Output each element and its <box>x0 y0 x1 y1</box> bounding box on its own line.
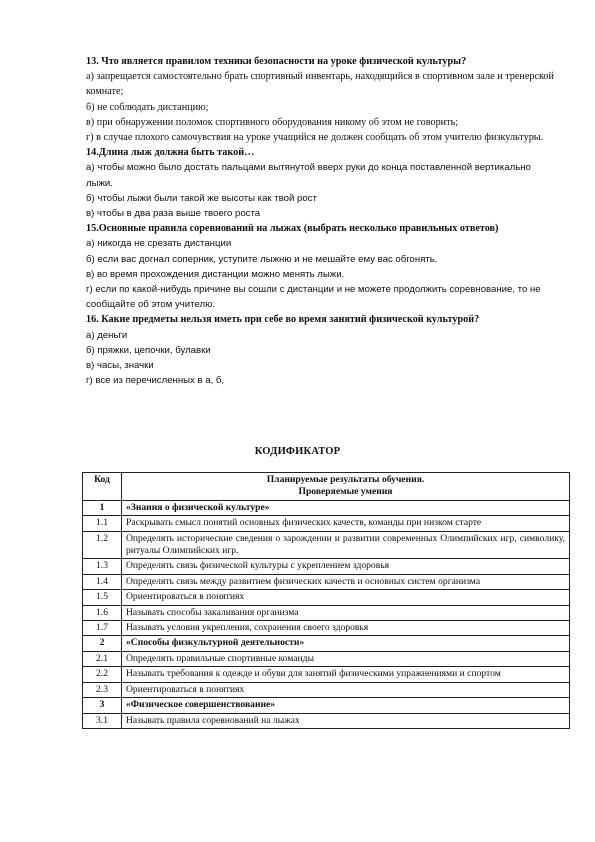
codifier-body <box>83 500 570 728</box>
codifier-row <box>83 516 570 531</box>
codifier-code-cell: 1.1 <box>83 516 122 531</box>
codifier-code-cell: 1.2 <box>83 531 122 559</box>
codifier-code-cell: 1.3 <box>83 559 122 574</box>
codifier-table <box>82 472 570 729</box>
codifier-header-row <box>83 473 570 501</box>
codifier-skill-cell: Ориентироваться в понятиях <box>122 590 570 605</box>
codifier-code-cell: 2.1 <box>83 651 122 666</box>
codifier-skill-cell: Называть правила соревнований на лыжах <box>122 713 570 728</box>
header-description-line-1: Планируемые результаты обучения. <box>266 474 425 485</box>
codifier-code-cell: 1.7 <box>83 621 122 636</box>
codifier-skill-cell: Определять правильные спортивные команды <box>122 651 570 666</box>
question-13-title: 13. Что является правилом техники безопасности на уроке физической культуры? <box>86 56 467 67</box>
question-13-option-c: в) при обнаружении поломок спортивного оборудования никому об этом не говорить; <box>86 116 459 128</box>
codifier-skill-cell: Называть требования к одежде и обуви для занятий физическими упражнениями и спортом <box>122 667 570 682</box>
codifier-heading: КОДИФИКАТОР <box>254 446 341 457</box>
codifier-code-cell: 1.6 <box>83 605 122 620</box>
question-16-option-a: а) деньги <box>86 329 128 341</box>
codifier-code-cell: 2.3 <box>83 682 122 697</box>
question-15-title: 15.Основные правила соревнований на лыжах (выбрать несколько правильных ответов) <box>86 223 499 235</box>
question-14 <box>86 145 556 221</box>
codifier-code-cell: 3.1 <box>83 713 122 728</box>
test-questions <box>86 54 556 388</box>
codifier-section-row <box>83 636 570 651</box>
codifier-row <box>83 590 570 605</box>
codifier-row <box>83 559 570 574</box>
codifier-skill-cell: «Знания о физической культуре» <box>122 500 570 515</box>
codifier-code-cell: 3 <box>83 698 122 713</box>
codifier-skill-cell: «Способы физкультурной деятельности» <box>122 636 570 651</box>
question-14-option-c: в) чтобы в два раза выше твоего роста <box>86 208 261 220</box>
codifier-section-row <box>83 698 570 713</box>
codifier-row <box>83 531 570 559</box>
codifier-skill-cell: Определять связь между развитием физических качеств и основных систем организма <box>122 574 570 589</box>
question-13 <box>86 54 556 145</box>
codifier-row <box>83 621 570 636</box>
codifier-skill-cell: Определять исторические сведения о зарождении и развитии современных Олимпийских игр, символику, ритуалы Олимпийских игр. <box>122 531 570 559</box>
header-code: Код <box>83 473 122 501</box>
header-description <box>122 473 570 501</box>
codifier-skill-cell: Называть способы закаливания организма <box>122 605 570 620</box>
codifier-skill-cell: «Физическое совершенствование» <box>122 698 570 713</box>
question-16 <box>86 312 556 388</box>
codifier-row <box>83 651 570 666</box>
codifier-row <box>83 574 570 589</box>
codifier-row <box>83 667 570 682</box>
codifier-section-row <box>83 500 570 515</box>
question-15-option-c: в) во время прохождения дистанции можно менять лыжи. <box>86 268 345 280</box>
question-13-option-d: г) в случае плохого самочувствия на уроке учащийся не должен сообщать об этом учителю физкультуры. <box>86 132 544 144</box>
question-16-option-d: г) все из перечисленных в а, б, <box>86 375 225 387</box>
codifier-skill-cell: Ориентироваться в понятиях <box>122 682 570 697</box>
codifier-code-cell: 1 <box>83 500 122 515</box>
codifier-code-cell: 2.2 <box>83 667 122 682</box>
question-15-option-b: б) если вас догнал соперник, уступите лыжню и не мешайте ему вас обгонять. <box>86 253 438 265</box>
question-14-title: 14.Длина лыж должна быть такой… <box>86 147 255 159</box>
question-15-option-a: а) никогда не срезать дистанции <box>86 238 232 250</box>
question-15-option-d: г) если по какой-нибудь причине вы сошли с дистанции и не можете продолжить соревнование, то не сообщайте об этом учителю. <box>86 284 541 311</box>
codifier-code-cell: 2 <box>83 636 122 651</box>
header-description-line-2: Проверяемые умения <box>298 486 393 498</box>
question-13-option-a: а) запрещается самостоятельно брать спортивный инвентарь, находящийся в спортивном зале и тренерской комнате; <box>86 71 554 98</box>
question-14-option-a: а) чтобы можно было достать пальцами вытянутой вверх руки до конца поставленной вертикально лыжи. <box>86 162 531 189</box>
question-14-option-b: б) чтобы лыжи были такой же высоты как твой рост <box>86 192 317 204</box>
codifier-row <box>83 713 570 728</box>
codifier-code-cell: 1.4 <box>83 574 122 589</box>
codifier-skill-cell: Определять связь физической культуры с укреплением здоровья <box>122 559 570 574</box>
codifier-skill-cell: Раскрывать смысл понятий основных физических качеств, команды при низком старте <box>122 516 570 531</box>
question-16-option-b: б) пряжки, цепочки, булавки <box>86 344 211 356</box>
question-15 <box>86 221 556 312</box>
codifier-skill-cell: Называть условия укрепления, сохранения своего здоровья <box>122 621 570 636</box>
question-16-option-c: в) часы, значки <box>86 360 154 372</box>
question-13-option-b: б) не соблюдать дистанцию; <box>86 101 209 113</box>
codifier-row <box>83 605 570 620</box>
codifier-code-cell: 1.5 <box>83 590 122 605</box>
question-16-title: 16. Какие предметы нельзя иметь при себе во время занятий физической культурой? <box>86 314 480 326</box>
codifier-row <box>83 682 570 697</box>
